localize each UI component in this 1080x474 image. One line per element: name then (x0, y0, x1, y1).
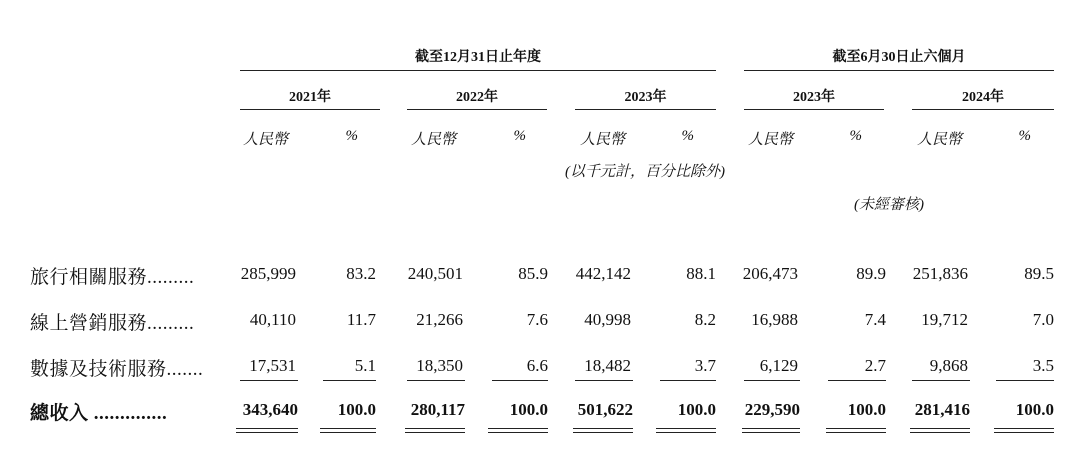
table-cell: 240,501 (407, 264, 463, 283)
table-cell-total: 100.0 (1015, 400, 1054, 419)
table-cell: 83.2 (346, 264, 376, 283)
year-header-2024-h1: 2024年 (962, 90, 1004, 105)
table-cell: 18,350 (416, 356, 463, 375)
table-cell: 88.1 (686, 264, 716, 283)
table-cell: 5.1 (354, 356, 376, 375)
table-cell: 285,999 (240, 264, 296, 283)
period-header-fiscal-year: 截至12月31日止年度 (415, 50, 541, 65)
table-cell: 89.5 (1024, 264, 1054, 283)
unit-rmb-2023: 人民幣 (580, 132, 626, 148)
table-cell: 3.7 (694, 356, 716, 375)
row-label-data-tech-services: 數據及技術服務....... (30, 359, 204, 380)
unit-pct-2023-h1: % (849, 128, 862, 144)
year-header-2022-rule (407, 109, 547, 110)
table-cell: 206,473 (742, 264, 798, 283)
table-cell: 89.9 (856, 264, 886, 283)
table-cell: 40,110 (249, 310, 296, 329)
period-header-fiscal-year-rule (240, 70, 716, 71)
year-header-2022: 2022年 (456, 90, 498, 105)
total-double-rule (994, 428, 1054, 433)
table-cell: 251,836 (912, 264, 968, 283)
table-cell: 11.7 (346, 310, 376, 329)
table-cell: 8.2 (694, 310, 716, 329)
year-header-2023-h1: 2023年 (793, 90, 835, 105)
table-cell: 18,482 (584, 356, 631, 375)
unit-rmb-2021: 人民幣 (243, 132, 289, 148)
unit-pct-2022: % (513, 128, 526, 144)
table-cell: 19,712 (921, 310, 968, 329)
table-cell: 16,988 (751, 310, 798, 329)
table-cell: 6,129 (759, 356, 798, 375)
unit-pct-2024-h1: % (1018, 128, 1031, 144)
table-cell: 7.0 (1032, 310, 1054, 329)
subtotal-rule (492, 380, 548, 381)
total-double-rule (910, 428, 970, 433)
table-cell: 7.4 (864, 310, 886, 329)
subtotal-rule (240, 380, 298, 381)
table-cell-total: 100.0 (847, 400, 886, 419)
note-thousands: (以千元計，百分比除外) (565, 164, 725, 180)
unit-rmb-2024-h1: 人民幣 (917, 132, 963, 148)
subtotal-rule (323, 380, 376, 381)
table-cell-total: 343,640 (242, 400, 298, 419)
table-cell-total: 100.0 (337, 400, 376, 419)
unit-rmb-2022: 人民幣 (411, 132, 457, 148)
table-cell: 442,142 (575, 264, 631, 283)
table-cell-total: 501,622 (577, 400, 633, 419)
table-cell: 21,266 (416, 310, 463, 329)
row-label-total-revenue: 總收入 .............. (30, 403, 168, 424)
table-cell: 2.7 (864, 356, 886, 375)
period-header-six-months-rule (744, 70, 1054, 71)
table-cell-total: 229,590 (744, 400, 800, 419)
year-header-2024-h1-rule (912, 109, 1054, 110)
subtotal-rule (575, 380, 633, 381)
subtotal-rule (660, 380, 716, 381)
subtotal-rule (744, 380, 800, 381)
total-double-rule (236, 428, 298, 433)
table-cell: 7.6 (526, 310, 548, 329)
subtotal-rule (828, 380, 886, 381)
total-double-rule (742, 428, 800, 433)
unit-pct-2023: % (681, 128, 694, 144)
subtotal-rule (996, 380, 1054, 381)
unit-rmb-2023-h1: 人民幣 (748, 132, 794, 148)
total-double-rule (320, 428, 376, 433)
unit-pct-2021: % (345, 128, 358, 144)
table-cell: 9,868 (929, 356, 968, 375)
year-header-2023-h1-rule (744, 109, 884, 110)
table-cell: 3.5 (1032, 356, 1054, 375)
note-unaudited: (未經審核) (854, 197, 924, 213)
row-label-online-marketing: 線上營銷服務......... (30, 313, 195, 334)
table-cell-total: 281,416 (914, 400, 970, 419)
total-double-rule (405, 428, 465, 433)
subtotal-rule (912, 380, 970, 381)
total-double-rule (573, 428, 633, 433)
total-double-rule (656, 428, 716, 433)
year-header-2023: 2023年 (624, 90, 667, 105)
row-label-travel-services: 旅行相關服務......... (30, 267, 195, 288)
year-header-2021-rule (240, 109, 380, 110)
table-cell-total: 280,117 (410, 400, 465, 419)
table-cell: 17,531 (249, 356, 296, 375)
total-double-rule (826, 428, 886, 433)
table-cell-total: 100.0 (677, 400, 716, 419)
total-double-rule (488, 428, 548, 433)
table-cell: 85.9 (518, 264, 548, 283)
subtotal-rule (407, 380, 465, 381)
year-header-2023-rule (575, 109, 716, 110)
table-cell-total: 100.0 (509, 400, 548, 419)
table-cell: 6.6 (526, 356, 548, 375)
period-header-six-months: 截至6月30日止六個月 (832, 50, 966, 65)
table-cell: 40,998 (584, 310, 631, 329)
year-header-2021: 2021年 (289, 90, 331, 105)
